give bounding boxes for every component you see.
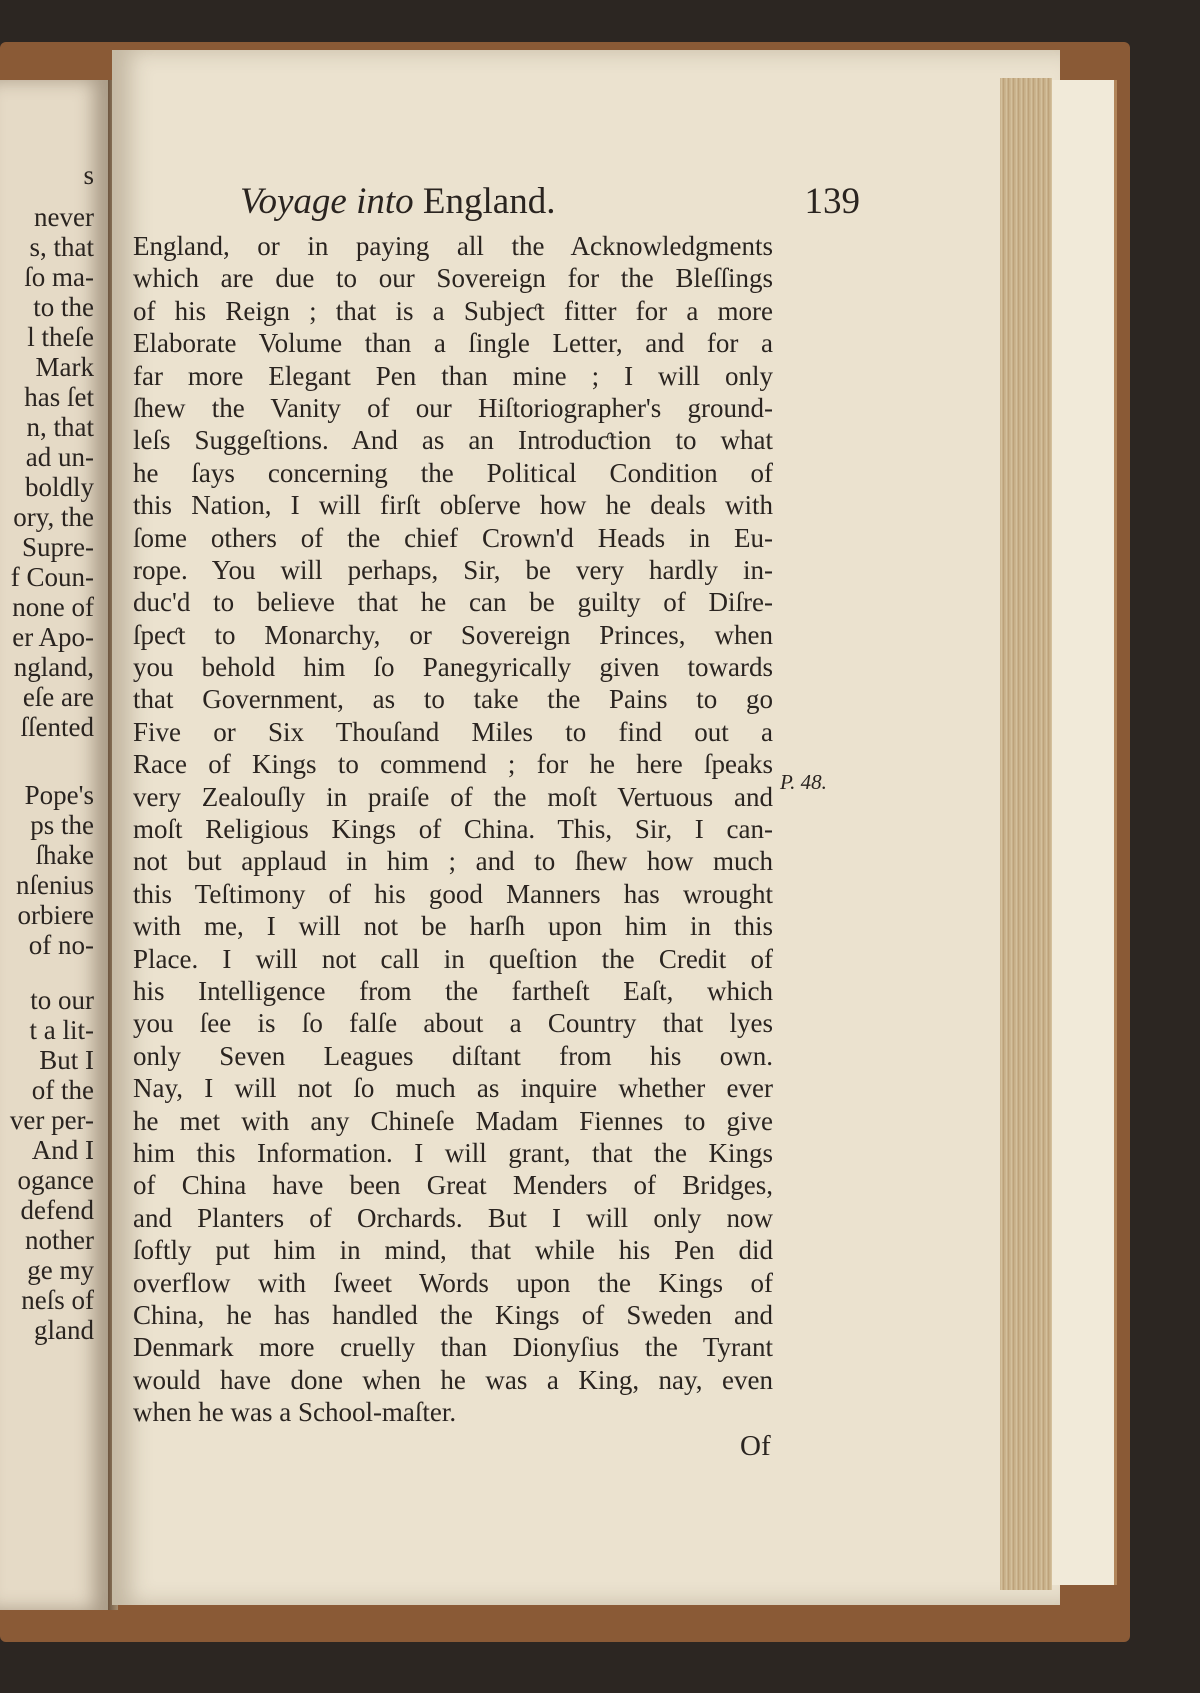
running-title-roman: England.: [422, 181, 556, 222]
text-line: of China have been Great Menders of Bridges,: [133, 1170, 773, 1201]
left-page: [0, 80, 108, 1610]
text-line: of his Reign ; that is a Subjeƈt fitter for a more: [133, 295, 773, 326]
left-page-fragment: nother: [25, 1225, 94, 1255]
left-page-fragment: has ſet: [24, 382, 94, 412]
left-page-fragment: to our: [30, 985, 94, 1015]
text-line: leſs Suggeſtions. And as an Introduƈtion to what: [133, 425, 773, 456]
marginal-note: P. 48.: [780, 770, 827, 794]
left-page-fragment: never: [34, 202, 94, 232]
page-edges-flyleaf: [1052, 80, 1117, 1585]
text-line: ſpeƈt to Monarchy, or Sovereign Princes, when: [133, 619, 773, 650]
text-line: Denmark more cruelly than Dionyſius the Tyrant: [133, 1332, 773, 1363]
text-line: ſoftly put him in mind, that while his Pen did: [133, 1235, 773, 1266]
left-page-fragment: l theſe: [27, 322, 94, 352]
left-page-fragment: none of: [12, 592, 94, 622]
left-page-fragment: ver per-: [9, 1105, 94, 1135]
left-page-fragment: defend: [20, 1195, 94, 1225]
text-line: duc'd to believe that he can be guilty of Diſre-: [133, 587, 773, 618]
left-page-fragment: ge my: [27, 1255, 94, 1285]
text-line: rope. You will perhaps, Sir, be very hardly in-: [133, 554, 773, 585]
text-line: moſt Religious Kings of China. This, Sir, I can-: [133, 814, 773, 845]
text-line: ſome others of the chief Crown'd Heads in Eu-: [133, 522, 773, 553]
left-page-fragment: orbiere: [17, 900, 94, 930]
left-page-fragment: to the: [33, 292, 94, 322]
left-page-fragment: boldly: [24, 472, 94, 502]
left-page-fragment: of no-: [28, 930, 94, 960]
catchword: Of: [740, 1430, 771, 1462]
running-title-italic: Voyage into: [240, 181, 414, 222]
left-page-fragment: er Apo-: [12, 622, 94, 652]
text-line: Elaborate Volume than a ſingle Letter, and for a: [133, 328, 773, 359]
left-page-fragment: ſhake: [35, 840, 94, 870]
text-line: Five or Six Thouſand Miles to find out a: [133, 716, 773, 747]
text-line: China, he has handled the Kings of Sweden and: [133, 1299, 773, 1330]
left-page-fragment: s: [83, 160, 94, 190]
left-page-fragment: f Coun-: [10, 562, 94, 592]
left-page-fragment: s, that: [29, 232, 94, 262]
text-line: Place. I will not call in queſtion the Credit of: [133, 943, 773, 974]
page-number: 139: [804, 181, 860, 222]
text-line: only Seven Leagues diſtant from his own.: [133, 1040, 773, 1071]
left-page-fragment: ps the: [30, 810, 94, 840]
text-line: his Intelligence from the fartheſt Eaſt, which: [133, 975, 773, 1006]
text-line: very Zealouſly in praiſe of the moſt Vertuous and: [133, 781, 773, 812]
text-line: overflow with ſweet Words upon the Kings of: [133, 1267, 773, 1298]
left-page-fragment: Supre-: [22, 532, 94, 562]
left-page-fragment: of the: [31, 1075, 94, 1105]
text-line: would have done when he was a King, nay, even: [133, 1364, 773, 1395]
left-page-fragment: nſenius: [16, 870, 94, 900]
left-page-fragment: ory, the: [13, 502, 94, 532]
page-header: [240, 180, 860, 232]
left-page-fragment: n, that: [26, 412, 94, 442]
text-line: England, or in paying all the Acknowledgments: [133, 231, 773, 261]
text-line: you ſee is ſo falſe about a Country that lyes: [133, 1008, 773, 1039]
text-line: with me, I will not be harſh upon him in this: [133, 911, 773, 942]
text-line: Nay, I will not ſo much as inquire whether ever: [133, 1073, 773, 1104]
running-title: [240, 180, 555, 223]
left-page-fragment: And I: [31, 1135, 94, 1165]
text-line: he ſays concerning the Political Condition of: [133, 457, 773, 488]
left-page-fragment: ſo ma-: [24, 262, 94, 292]
text-line: and Planters of Orchards. But I will only now: [133, 1202, 773, 1233]
left-page-fragment: But I: [39, 1045, 94, 1075]
text-line: when he was a School-maſter.: [133, 1397, 457, 1428]
body-text: [133, 230, 773, 1428]
left-page-fragment: gland: [34, 1315, 94, 1345]
left-page-fragment: ngland,: [13, 652, 94, 682]
text-line: this Teſtimony of his good Manners has wrought: [133, 878, 773, 909]
text-line: that Government, as to take the Pains to go: [133, 684, 773, 715]
left-page-fragment: ad un-: [25, 442, 94, 472]
text-line: which are due to our Sovereign for the Bleſſings: [133, 263, 773, 294]
left-page-fragment: neſs of: [21, 1285, 94, 1315]
text-line: you behold him ſo Panegyrically given towards: [133, 652, 773, 683]
page-edges: [1000, 78, 1052, 1590]
text-line: he met with any Chineſe Madam Fiennes to give: [133, 1105, 773, 1136]
left-page-fragment: Pope's: [24, 780, 94, 810]
text-line: this Nation, I will firſt obſerve how he deals with: [133, 490, 773, 521]
left-page-fragment: Mark: [35, 352, 94, 382]
left-page-fragment: eſe are: [22, 682, 94, 712]
left-page-fragment: ſſented: [20, 712, 94, 742]
text-line: ſhew the Vanity of our Hiſtoriographer's ground-: [133, 392, 773, 423]
text-line: far more Elegant Pen than mine ; I will only: [133, 360, 773, 391]
text-line: him this Information. I will grant, that the Kings: [133, 1137, 773, 1168]
left-page-fragment: ogance: [17, 1165, 94, 1195]
text-line: not but applaud in him ; and to ſhew how much: [133, 846, 773, 877]
text-line: Race of Kings to commend ; for he here ſpeaks: [133, 749, 773, 780]
left-page-fragment: t a lit-: [29, 1015, 94, 1045]
